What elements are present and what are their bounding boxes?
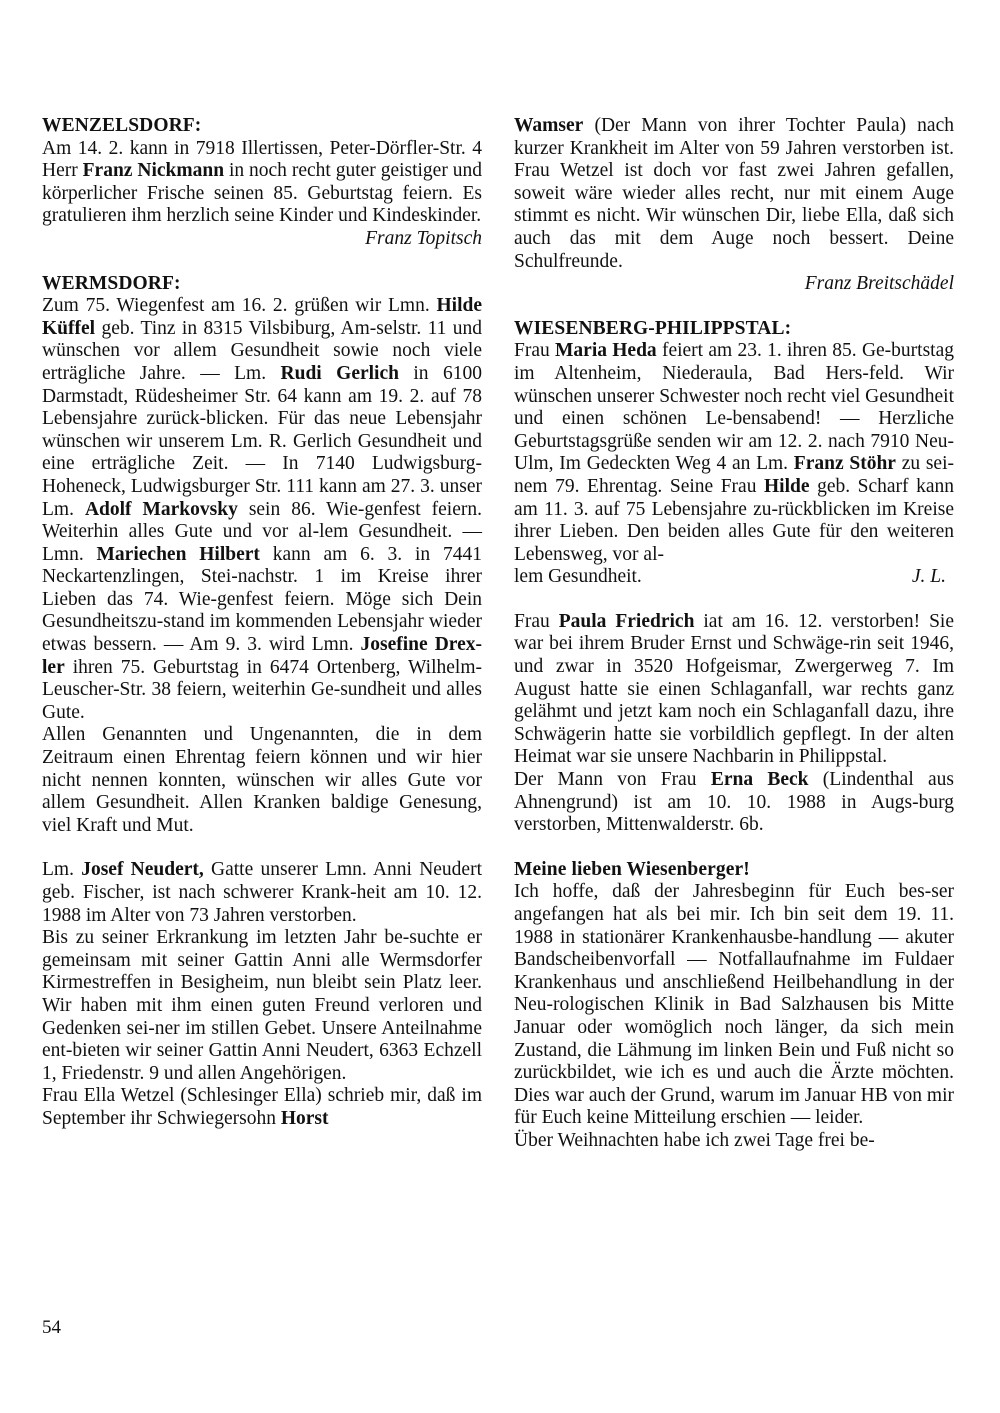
paragraph: Über Weihnachten habe ich zwei Tage frei be- [514, 1129, 875, 1151]
person-name: Maria Heda [555, 340, 657, 362]
person-name: Rudi Gerlich [280, 362, 399, 384]
text: lem Gesundheit. [514, 566, 642, 588]
person-name: Franz Nickmann [82, 160, 225, 182]
text: Frau [514, 610, 559, 632]
spacer [514, 589, 954, 611]
section-wiesenberg-philippstal [514, 318, 954, 589]
signature-line [514, 566, 954, 589]
text: ihren 75. Geburtstag in 6474 Ortenberg, Wilhelm-Leuscher-Str. 38 feiern, weiterhin Ge-sundheit und alles Gute. [42, 656, 482, 723]
text: in noch recht guter geistiger und körperlicher Frische seinen 85. Geburtstag feiern. Es gratulieren ihm herzlich seine Kinder und Kindeskinder. [42, 160, 482, 227]
signature: Franz Breitschädel [804, 273, 954, 295]
section-wermsdorf [42, 273, 482, 838]
text: sein 86. Wie-genfest feiern. Weiterhin alles Gute und vor al-lem Gesundheit. — Lmn. [42, 498, 482, 565]
text: Der Mann von Frau [514, 769, 711, 791]
person-name: Wamser [514, 115, 584, 136]
right-column [514, 115, 954, 1153]
text: geb. Scharf kann am 11. 3. auf 75 Lebensjahre zu-rückblicken im Kreise ihrer Lieben. Den beiden alles Gute für den weiteren Lebensweg, vor al- [514, 475, 954, 565]
person-name: Hilde [764, 475, 810, 497]
section-heading: WENZELSDORF: [42, 115, 202, 136]
section-heading: WIESENBERG-PHILIPPSTAL: [514, 317, 792, 339]
person-name: Horst [280, 1107, 329, 1129]
text: kann am 6. 3. in 7441 Neckartenzlingen, Stei-nachstr. 1 im Kreise ihrer Lieben das 74. Wie-genfest feiern. Möge sich Dein Gesundheitszu-stand im kommenden Lebensjahr wieder etwas bessern. — Am 9. 3. wird Lmn. [42, 543, 482, 656]
text: (Der Mann von ihrer Tochter Paula) nach kurzer Krankheit im Alter von 59 Jahren verstorben ist. Frau Wetzel ist doch vor fast zwei Jahren gefallen, soweit wäre wieder alles recht, nur mit einem Auge stimmt es nicht. Wir wünschen Dir, liebe Ella, daß sich auch das mit dem Auge noch bessert. Deine Schulfreunde. [514, 115, 954, 272]
section-continuation [514, 115, 954, 296]
text: Zum 75. Wiegenfest am 16. 2. grüßen wir Lmn. [42, 295, 437, 317]
text: feiert am 23. 1. ihren 85. Ge-burtstag im Altenheim, Niederaula, Bad Hers-feld. Wir wünschen unserer Schwester noch recht viel Gesundheit und einen schönen Le-bensabend! — Herzliche Geburtstagsgrüße senden wir am 12. 2. nach 7910 Neu-Ulm, Im Gedeckten Weg 4 an Lm. [514, 340, 954, 475]
spacer [514, 837, 954, 859]
paragraph: Ich hoffe, daß der Jahresbeginn für Euch bes-ser angefangen hat als bei mir. Ich bin seit dem 19. 11. 1988 in stationärer Krankenhausbe-handlung — akuter Bandscheibenvorfall — Notfallaufnahme im Fuldaer Krankenhaus und anschließend Heilbehandlung in der Neu-rologischen Klinik in Bad Salzhausen bis Mitte Januar oder womöglich noch länger, da sich mein Zustand, die Lähmung im linken Bein und Fuß nicht so zurückbildet, wie ich es und auch die Ärzte möchten. Dies war auch der Grund, warum im Januar HB von mir für Euch keine Mitteilung erschien — leider. [514, 881, 954, 1129]
person-name: Adolf Markovsky [84, 498, 238, 520]
signature: J. L. [911, 566, 946, 588]
paragraph [514, 769, 954, 837]
section-friedrich [514, 611, 954, 837]
paragraph [42, 295, 482, 724]
left-column [42, 115, 482, 1131]
spacer [514, 296, 954, 318]
text: iat am 16. 12. verstorben! Sie war bei ihrem Bruder Ernst und Schwäge-rin seit 1946, und zwar in 3520 Hofgeismar, Zwergerweg 7. Im August hatte sie einen Schlaganfall, war rechts ganz gelähmt und jetzt kam noch ein Schlaganfall dazu, ihre Schwägerin hatte sie vorbildlich gepflegt. In der alten Heimat war sie unsere Nachbarin in Philippstal. [514, 610, 955, 768]
section-wenzelsdorf [42, 115, 482, 251]
text: geb. Tinz in 8315 Vilsbiburg, Am-selstr. 11 und wünschen vor allem Gesundheit sowie noch viele erträgliche Jahre. — Lm. [42, 317, 482, 384]
text: (Lindenthal aus Ahnengrund) ist am 10. 10. 1988 in Augs-burg verstorben, Mittenwalderstr. 6b. [514, 769, 955, 836]
section-heading: WERMSDORF: [42, 272, 181, 294]
text: Gatte unserer Lmn. Anni Neudert geb. Fischer, ist nach schwerer Krank-heit am 10. 12. 1988 im Alter von 73 Jahren verstorben. [42, 859, 482, 926]
text: zu sei-nem 79. Ehrentag. Seine Frau [514, 453, 955, 497]
person-name: Erna Beck [710, 769, 809, 791]
text: Lm. [42, 859, 82, 881]
paragraph: Bis zu seiner Erkrankung im letzten Jahr be-suchte er gemeinsam mit seiner Gattin Anni alle Wermsdorfer Kirmestreffen in Besigheim, nun bleibt sein Platz leer. Wir haben mit ihm einen guten Freund verloren und Gedenken sei-ner im stillen Gebet. Unsere Anteilnahme ent-bieten wir seiner Gattin Anni Neudert, 6363 Echzell 1, Friedenstr. 9 und allen Angehörigen. [42, 927, 482, 1084]
paragraph: Allen Genannten und Ungenannten, die in dem Zeitraum einen Ehrentag feiern können und wir hier nicht nennen konnten, wünschen wir alles Gute vor allem Gesundheit. Allen Kranken baldige Genesung, viel Kraft und Mut. [42, 724, 482, 836]
signature: Franz Topitsch [365, 227, 482, 249]
person-name: Paula Friedrich [558, 610, 695, 632]
text: Frau [514, 340, 556, 362]
person-name: Josef Neudert, [81, 859, 204, 881]
paragraph [42, 1085, 482, 1130]
text: Am 14. 2. kann in 7918 Illertissen, Peter-Dörfler-Str. 4 Herr [42, 137, 482, 182]
paragraph [42, 859, 482, 927]
person-name: Hilde Küffel [42, 295, 482, 339]
page-number: 54 [42, 1317, 61, 1338]
section-obituary-neudert [42, 859, 482, 1130]
text: in 6100 Darmstadt, Rüdesheimer Str. 64 kann am 19. 2. auf 78 Lebensjahre zurück-blicken. Für das neue Lebensjahr wünschen wir unserem Lm. R. Gerlich Gesundheit und eine erträgliche Zeit. — In 7140 Ludwigsburg-Hoheneck, Ludwigsburger Str. 111 kann am 27. 3. unser Lm. [42, 362, 482, 520]
paragraph [42, 138, 482, 228]
section-letter [514, 859, 954, 1153]
paragraph [514, 115, 954, 273]
paragraph [514, 340, 954, 566]
person-name: Mariechen Hilbert [96, 543, 260, 565]
person-name: Franz Stöhr [793, 453, 896, 475]
letter-heading: Meine lieben Wiesenberger! [514, 858, 750, 880]
spacer [42, 251, 482, 273]
spacer [42, 837, 482, 859]
paragraph [514, 611, 954, 769]
person-name: Josefine Drex-ler [42, 634, 482, 678]
text: Frau Ella Wetzel (Schlesinger Ella) schrieb mir, daß im September ihr Schwiegersohn [42, 1085, 482, 1129]
